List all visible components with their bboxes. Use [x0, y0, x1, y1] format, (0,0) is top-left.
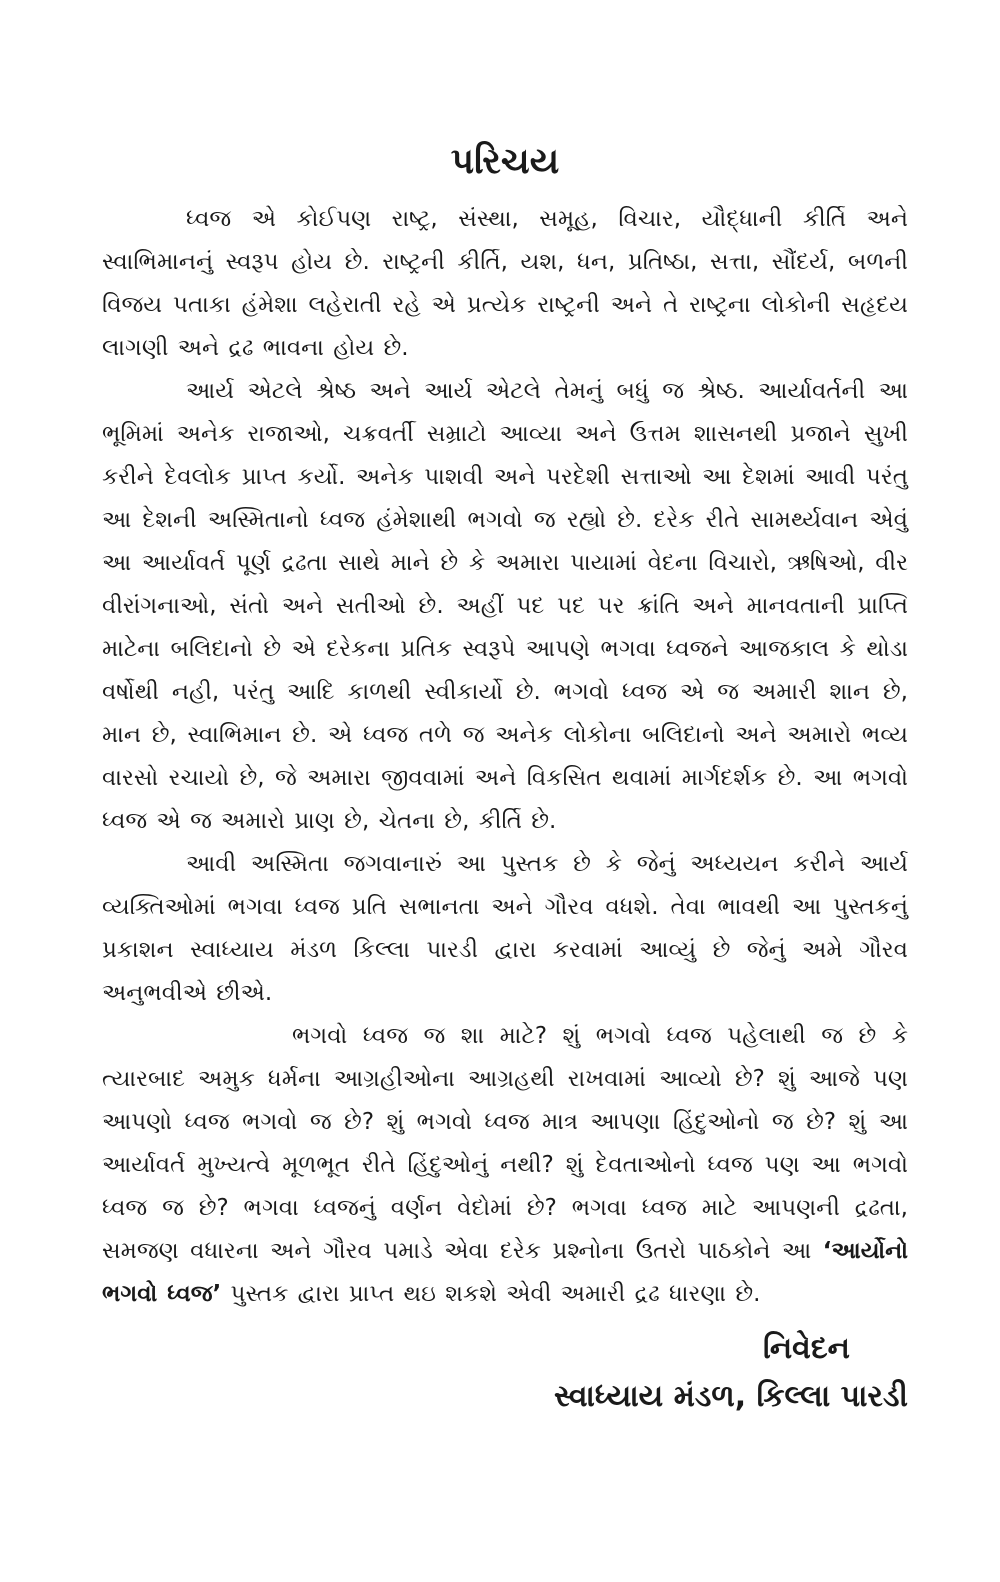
document-page [102, 138, 908, 1422]
paragraph-4-text-after: પુસ્તક દ્વારા પ્રાપ્ત થઇ શકશે એવી અમારી દ્રઢ ધારણા છે. [221, 1281, 761, 1307]
paragraph-4 [102, 1015, 908, 1316]
signoff-title: નિવેદન [763, 1331, 850, 1366]
paragraph-3: આવી અસ્મિતા જગવાનારું આ પુસ્તક છે કે જેનું અધ્યયન કરીને આર્ય વ્યક્તિઓમાં ભગવા ધ્વજ પ્રતિ સભાનતા અને ગૌરવ વધશે. તેવા ભાવથી આ પુસ્તકનું પ્રકાશન સ્વાધ્યાય મંડળ કિલ્લા પારડી દ્વારા કરવામાં આવ્યું છે જેનું અમે ગૌરવ અનુભવીએ છીએ. [102, 851, 908, 1006]
page-title: પરિચય [450, 141, 560, 182]
paragraph-1: ધ્વજ એ કોઈપણ રાષ્ટ્ર, સંસ્થા, સમૂહ, વિચાર, યૌદ્ધાની કીર્તિ અને સ્વાભિમાનનું સ્વરૂપ હોય છે. રાષ્ટ્રની કીર્તિ, યશ, ધન, પ્રતિષ્ઠા, સત્તા, સૌંદર્ય, બળની વિજય પતાકા હંમેશા લહેરાતી રહે એ પ્રત્યેક રાષ્ટ્રની અને તે રાષ્ટ્રના લોકોની સહૃદય લાગણી અને દ્રઢ ભાવના હોય છે. [102, 206, 908, 361]
signoff-organization: સ્વાધ્યાય મંડળ, કિલ્લા પારડી [553, 1379, 908, 1414]
paragraph-4-text-before: ભગવો ધ્વજ જ શા માટે? શું ભગવો ધ્વજ પહેલાથી જ છે કે ત્યારબાદ અમુક ધર્મના આગ્રહીઓના આગ્રહથી રાખવામાં આવ્યો છે? શું આજે પણ આપણો ધ્વજ ભગવો જ છે? શું ભગવો ધ્વજ માત્ર આપણા હિંદુઓનો જ છે? શું આ આર્યાવર્ત મુખ્યત્વે મૂળભૂત રીતે હિંદુઓનું નથી? શું દેવતાઓનો ધ્વજ પણ આ ભગવો ધ્વજ જ છે? ભગવા ધ્વજનું વર્ણન વેદોમાં છે? ભગવા ધ્વજ માટે આપણની દ્રઢતા, સમજણ વધારના અને ગૌરવ પમાડે એવા દરેક પ્રશ્નોના ઉતરો પાઠકોને આ [102, 1023, 908, 1264]
paragraph-2: આર્ય એટલે શ્રેષ્ઠ અને આર્ય એટલે તેમનું બધું જ શ્રેષ્ઠ. આર્યાવર્તની આ ભૂમિમાં અનેક રાજાઓ, ચક્રવર્તી સમ્રાટો આવ્યા અને ઉત્તમ શાસનથી પ્રજાને સુખી કરીને દેવલોક પ્રાપ્ત કર્યો. અનેક પાશવી અને પરદેશી સત્તાઓ આ દેશમાં આવી પરંતુ આ દેશની અસ્મિતાનો ધ્વજ હંમેશાથી ભગવો જ રહ્યો છે. દરેક રીતે સામર્થ્યવાન એવું આ આર્યાવર્ત પૂર્ણ દ્રઢતા સાથે માને છે કે અમારા પાયામાં વેદના વિચારો, ઋષિઓ, વીર વીરાંગનાઓ, સંતો અને સતીઓ છે. અહીં પદ પદ પર ક્રાંતિ અને માનવતાની પ્રાપ્તિ માટેના બલિદાનો છે એ દરેકના પ્રતિક સ્વરૂપે આપણે ભગવા ધ્વજને આજકાલ કે થોડા વર્ષોથી નહી, પરંતુ આદિ કાળથી સ્વીકાર્યો છે. ભગવો ધ્વજ એ જ અમારી શાન છે, માન છે, સ્વાભિમાન છે. એ ધ્વજ તળે જ અનેક લોકોના બલિદાનો અને અમારો ભવ્ય વારસો રચાયો છે, જે અમારા જીવવામાં અને વિકસિત થવામાં માર્ગદર્શક છે. આ ભગવો ધ્વજ એ જ અમારો પ્રાણ છે, ચેતના છે, કીર્તિ છે. [102, 378, 908, 834]
book-title: ‘આર્યોનો ભગવો ધ્વજ’ [102, 1238, 908, 1307]
